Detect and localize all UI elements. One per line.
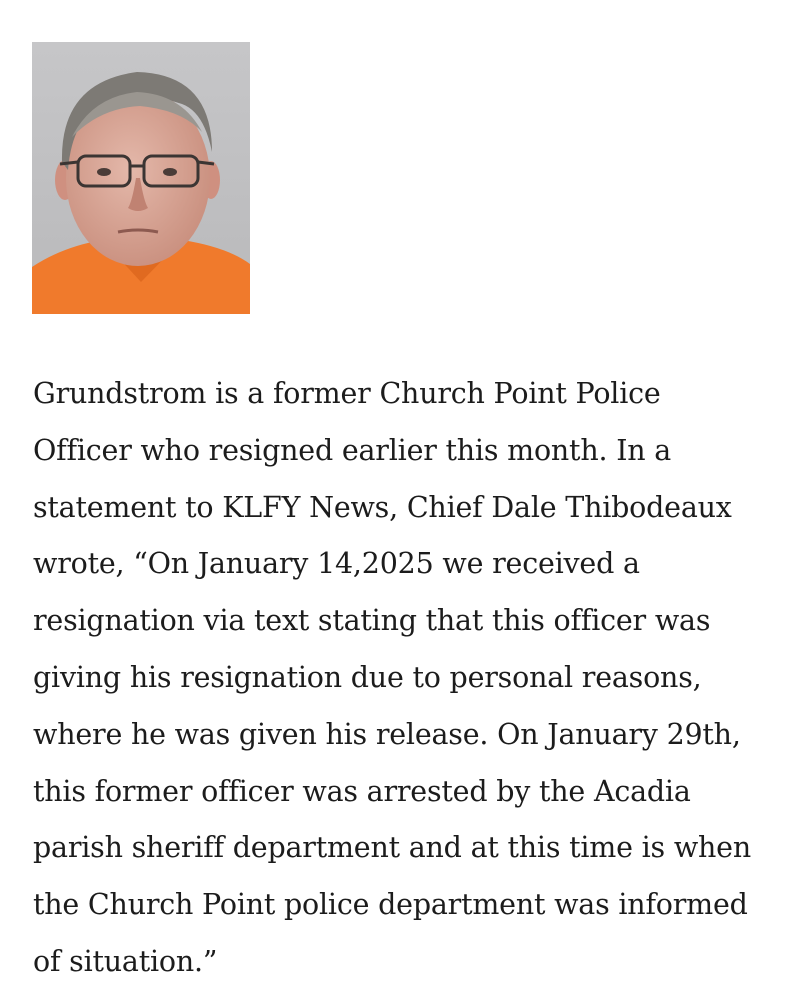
article-paragraph: [33, 366, 763, 991]
paragraph-line: of situation.”: [33, 944, 218, 978]
paragraph-line: parish sheriff department and at this time is when: [33, 831, 751, 865]
paragraph-line: Grundstrom is a former Church Point Police: [33, 377, 661, 410]
paragraph-line: wrote, “On January 14,2025 we received a: [33, 547, 640, 581]
mugshot-photo: [32, 42, 250, 314]
mugshot-image: [32, 42, 250, 314]
paragraph-line: statement to KLFY News, Chief Dale Thibodeaux: [33, 490, 732, 524]
paragraph-line: giving his resignation due to personal reasons,: [33, 660, 702, 694]
paragraph-line: where he was given his release. On January 29th,: [33, 717, 741, 751]
paragraph-line: the Church Point police department was informed: [33, 888, 748, 922]
paragraph-line: resignation via text stating that this officer was: [33, 604, 711, 638]
paragraph-line: this former officer was arrested by the Acadia: [33, 774, 691, 808]
paragraph-line: Officer who resigned earlier this month. In a: [33, 433, 672, 467]
